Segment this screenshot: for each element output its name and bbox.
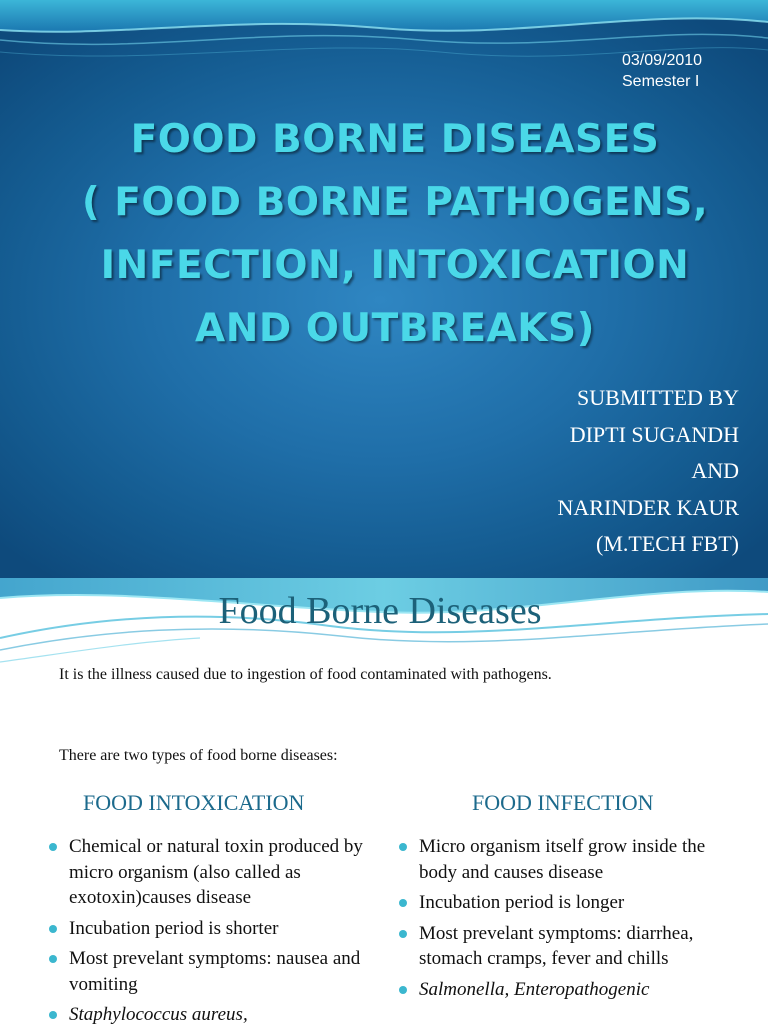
subtitle-line-4: NARINDER KAUR — [557, 494, 739, 520]
subtitle-line-5: (M.TECH FBT) — [596, 531, 739, 556]
title-line-3: INFECTION, INTOXICATION — [100, 243, 690, 288]
slide-title — [0, 108, 768, 360]
list-item: Micro organism itself grow inside the body and causes disease — [399, 834, 729, 885]
slide-semester: Semester I — [622, 73, 700, 90]
bullet-dot-icon — [399, 899, 407, 907]
content-slide-title: Food Borne Diseases — [218, 590, 542, 632]
list-item: Most prevelant symptoms: diarrhea, stomach cramps, fever and chills — [399, 921, 729, 972]
list-item: Salmonella, Enteropathogenic — [399, 977, 729, 1003]
infection-heading: FOOD INFECTION — [472, 790, 654, 815]
subtitle-line-3: AND — [691, 458, 739, 483]
infection-bullet-list — [399, 834, 729, 1007]
subtitle-line-2: DIPTI SUGANDH — [569, 421, 739, 447]
bullet-dot-icon — [399, 986, 407, 994]
submitted-by-block — [558, 380, 740, 563]
bullet-dot-icon — [49, 843, 57, 851]
bullet-dot-icon — [49, 925, 57, 933]
list-item: Chemical or natural toxin produced by micro organism (also called as exotoxin)causes disease — [49, 834, 379, 911]
date-semester — [622, 50, 702, 92]
subtitle-line-1: SUBMITTED BY — [577, 385, 739, 410]
list-item: Incubation period is shorter — [49, 916, 379, 942]
definition-text: It is the illness caused due to ingestion of food contaminated with pathogens. — [59, 666, 552, 683]
content-slide — [0, 578, 768, 1024]
list-item: Incubation period is longer — [399, 890, 729, 916]
intoxication-bullet-list — [49, 834, 379, 1024]
bullet-dot-icon — [49, 955, 57, 963]
bullet-dot-icon — [399, 843, 407, 851]
list-item: Staphylococcus aureus, — [49, 1002, 379, 1024]
bullet-dot-icon — [49, 1011, 57, 1019]
title-line-1: FOOD BORNE DISEASES — [130, 117, 660, 162]
bullet-dot-icon — [399, 930, 407, 938]
title-line-4: AND OUTBREAKS) — [195, 306, 595, 351]
list-item: Most prevelant symptoms: nausea and vomiting — [49, 946, 379, 997]
title-line-2: ( FOOD BORNE PATHOGENS, — [81, 180, 709, 225]
intoxication-heading: FOOD INTOXICATION — [83, 790, 305, 815]
types-intro-text: There are two types of food borne diseases: — [59, 747, 338, 764]
slide-date: 03/09/2010 — [622, 52, 703, 69]
